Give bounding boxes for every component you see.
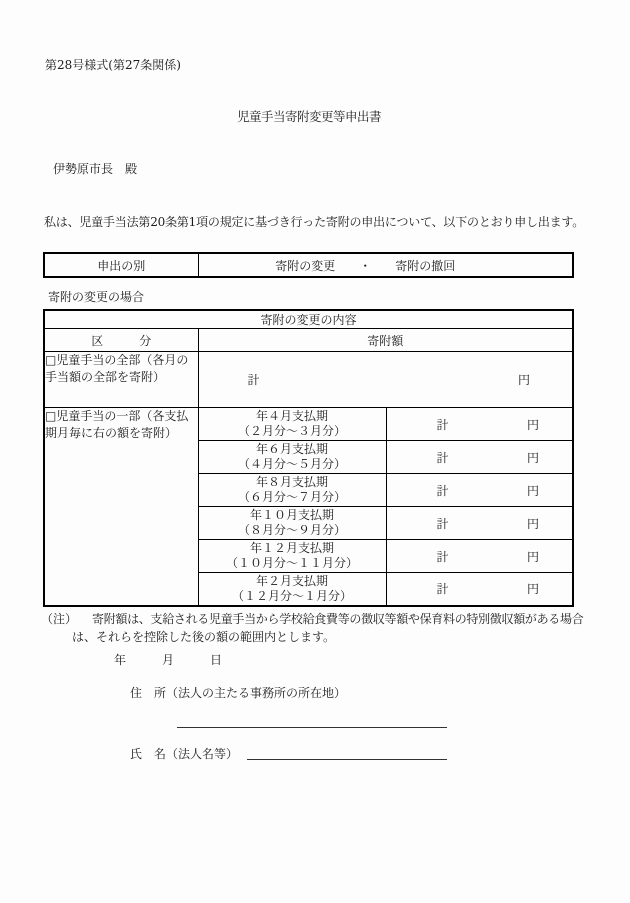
period-amount-cell[interactable] — [386, 540, 573, 573]
partial-donation-checkbox-label[interactable]: □児童手当の一部（各支払期月毎に右の額を寄附） — [44, 408, 198, 606]
address-input-line[interactable] — [177, 700, 447, 728]
addressee: 伊勢原市長 殿 — [53, 162, 138, 176]
total-label: 計 — [247, 373, 260, 387]
option-donation-withdraw[interactable]: 寄附の撤回 — [395, 258, 456, 273]
date-line[interactable]: 年 月 日 — [114, 653, 223, 667]
yen-label: 円 — [526, 417, 539, 432]
name-input-line[interactable] — [247, 732, 447, 760]
change-content-table — [43, 309, 574, 607]
application-type-table — [43, 252, 574, 278]
name-label: 氏 名（法人名等） — [130, 747, 239, 761]
full-donation-checkbox-label[interactable]: □児童手当の全部（各月の手当額の全部を寄附） — [44, 352, 198, 408]
yen-label: 円 — [526, 516, 539, 531]
note-line2: は、それらを控除した後の額の範囲内とします。 — [72, 630, 336, 644]
total-label: 計 — [436, 417, 449, 432]
address-label: 住 所（法人の主たる事務所の所在地） — [130, 686, 347, 700]
period-cell: 年８月支払期 （６月分～７月分） — [198, 474, 386, 507]
application-type-options — [198, 253, 573, 277]
period-amount-cell[interactable] — [386, 474, 573, 507]
intro-sentence: 私は、児童手当法第20条第1項の規定に基づき行った寄附の申出について、以下のとおり申し出ます。 — [44, 215, 585, 229]
full-donation-amount-cell[interactable] — [198, 352, 573, 408]
option-donation-change[interactable]: 寄附の変更 — [275, 258, 336, 273]
total-label: 計 — [436, 549, 449, 564]
form-number: 第28号様式(第27条関係) — [45, 58, 181, 72]
total-label: 計 — [436, 450, 449, 465]
note-line1: 寄附額は、支給される児童手当から学校給食費等の徴収等額や保育料の特別徴収額がある場合 — [92, 612, 584, 626]
period-amount-cell[interactable] — [386, 408, 573, 441]
period-cell: 年１２月支払期 （１０月分～１１月分） — [198, 540, 386, 573]
period-cell: 年２月支払期 （１２月分～１月分） — [198, 573, 386, 606]
category-header: 区 分 — [44, 329, 198, 352]
change-table-caption: 寄附の変更の場合 — [48, 290, 145, 304]
page-title: 児童手当寄附変更等申出書 — [236, 109, 381, 124]
total-label: 計 — [436, 483, 449, 498]
period-amount-cell[interactable] — [386, 507, 573, 540]
yen-label: 円 — [526, 450, 539, 465]
yen-label: 円 — [526, 549, 539, 564]
option-separator-dot: ・ — [359, 258, 372, 273]
period-amount-cell[interactable] — [386, 573, 573, 606]
yen-label: 円 — [517, 373, 530, 387]
period-cell: 年４月支払期 （２月分～３月分） — [198, 408, 386, 441]
period-cell: 年１０月支払期 （８月分～９月分） — [198, 507, 386, 540]
total-label: 計 — [436, 582, 449, 597]
total-label: 計 — [436, 516, 449, 531]
period-amount-cell[interactable] — [386, 441, 573, 474]
application-type-label: 申出の別 — [44, 253, 198, 277]
period-cell: 年６月支払期 （４月分～５月分） — [198, 441, 386, 474]
yen-label: 円 — [526, 582, 539, 597]
yen-label: 円 — [526, 483, 539, 498]
note-label: （注） — [41, 612, 78, 626]
change-content-header: 寄附の変更の内容 — [44, 310, 573, 329]
amount-header: 寄附額 — [198, 329, 573, 352]
